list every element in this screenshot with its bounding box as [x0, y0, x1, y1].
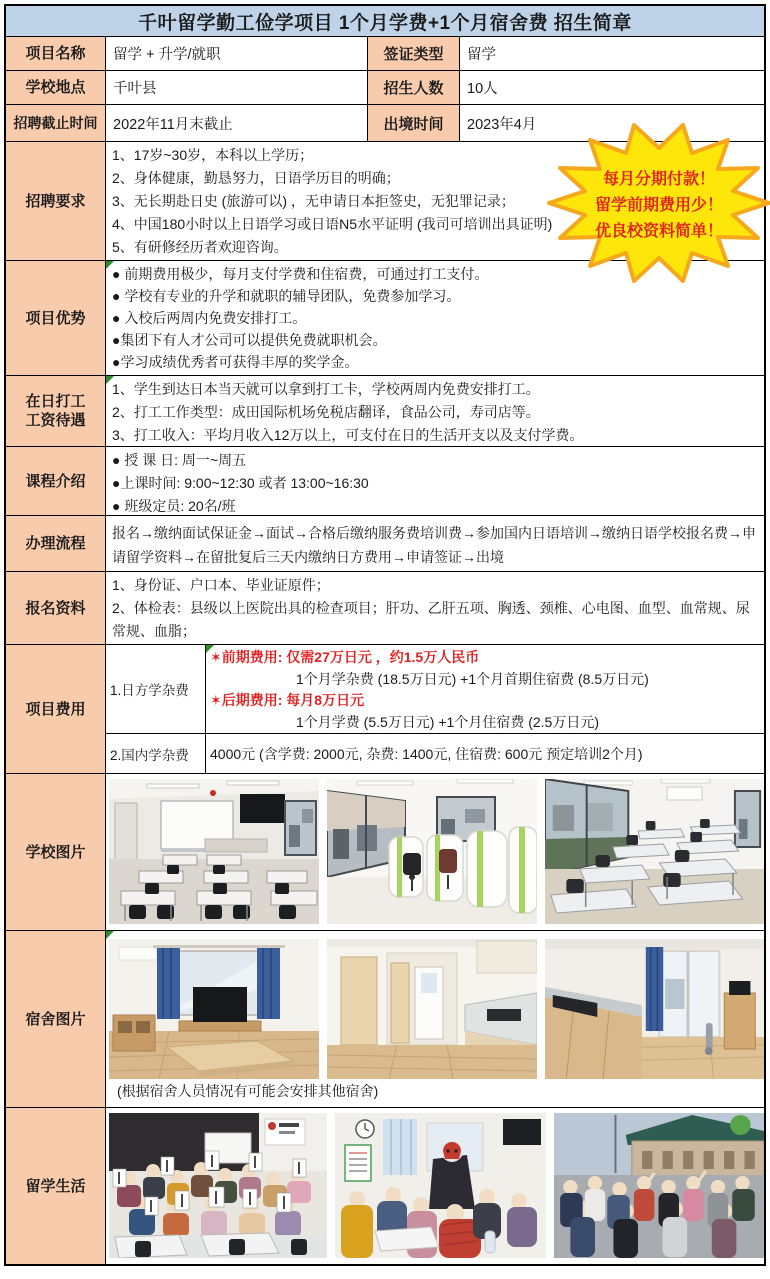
advantage-item: ●学习成绩优秀者可获得丰厚的奖学金。 — [112, 354, 359, 370]
value-departure-date: 2023年4月 — [467, 116, 537, 133]
value-visa-type: 留学 — [467, 47, 496, 63]
advantage-item: ●集团下有人才公司可以提供免费就职机会。 — [112, 332, 387, 348]
label-fees: 项目费用 — [6, 645, 106, 773]
dorm-photo-living-room — [109, 939, 319, 1079]
fee-late-detail: 1个月学费 (5.5万日元) +1个月住宿费 (2.5万日元) — [296, 713, 599, 730]
work-item: 1、学生到达日本当天就可以拿到打工卡，学校两周内免费安排打工。 — [112, 381, 540, 397]
promo-badge-text — [544, 118, 770, 288]
course-item: ● 班级定员: 20名/班 — [112, 498, 236, 514]
info-row-location — [6, 70, 764, 104]
fee-late-label: ✶后期费用: 每月8万日元 — [210, 692, 365, 708]
label-deadline: 招聘截止时间 — [6, 105, 106, 141]
fee-japan-sublabel: 1.日方学杂费 — [106, 645, 206, 733]
label-dorm-photos: 宿舍图片 — [6, 931, 106, 1107]
promo-line: 优良校资料简单！ — [594, 223, 723, 240]
life-photo-calligraphy — [109, 1113, 327, 1258]
promo-line: 留学前期费用少！ — [594, 197, 723, 214]
label-materials: 报名资料 — [6, 572, 106, 644]
value-deadline: 2022年11月末截止 — [106, 105, 368, 141]
value-project-name: 留学 + 升学/就职 — [106, 37, 368, 70]
life-photo-classroom-event — [335, 1113, 546, 1258]
title-bar — [6, 6, 764, 36]
label-process: 办理流程 — [6, 516, 106, 571]
fee-early-label: ✶前期费用: 仅需27万日元 ，约1.5万人民币 — [210, 649, 480, 665]
fee-row-japan — [106, 645, 764, 733]
requirement-item: 1、17岁~30岁，本科以上学历； — [112, 147, 314, 163]
fee-domestic-sublabel: 2.国内学杂费 — [106, 734, 206, 773]
dorm-note: (根据宿舍人员情况有可能会安排其他宿舍) — [117, 1083, 379, 1099]
process-text: 报名→缴纳面试保证金→面试→合格后缴纳服务费培训费→参加国内日语培训→缴纳日语学校报名费→申请留学资料→在留批复后三天内缴纳日方费用→申请签证→出境 — [112, 525, 756, 565]
value-recruit-count: 10人 — [467, 81, 498, 97]
requirement-item: 2、身体健康，勤恳努力，日语学历目的明确； — [112, 170, 400, 186]
label-visa-type: 签证类型 — [368, 37, 460, 70]
school-photo-study-carrels — [327, 779, 537, 924]
comment-marker-icon — [106, 376, 114, 384]
material-item: 2、体检表：县级以上医院出具的检查项目；肝功、乙肝五项、胸透、颈椎、心电图、血型、血常规、尿常规、血脂； — [112, 600, 750, 639]
value-school-location: 千叶县 — [106, 71, 368, 104]
label-school-location: 学校地点 — [6, 71, 106, 104]
school-photo-classroom-side — [545, 779, 764, 924]
fee-row-domestic — [106, 733, 764, 773]
comment-marker-icon — [106, 931, 114, 939]
section-life-photos — [6, 1107, 764, 1264]
advantage-item: ● 前期费用极少，每月支付学费和住宿费，可通过打工支付。 — [112, 266, 489, 282]
school-photo-strip — [106, 774, 764, 930]
work-pay-content — [106, 376, 764, 446]
process-content — [106, 516, 764, 571]
fee-japan-content — [206, 645, 764, 733]
label-advantages: 项目优势 — [6, 261, 106, 375]
comment-marker-icon — [106, 261, 114, 269]
label-work-pay-line2: 工资待遇 — [25, 412, 86, 429]
comment-marker-icon — [206, 645, 214, 653]
dorm-photo-kitchen — [545, 939, 764, 1079]
course-content — [106, 447, 764, 515]
label-requirements: 招聘要求 — [6, 142, 106, 260]
course-item: ●上课时间: 9:00~12:30 或者 13:00~16:30 — [112, 475, 369, 491]
section-fees — [6, 644, 764, 773]
label-departure-date: 出境时间 — [368, 105, 460, 141]
promo-line: 每月分期付款！ — [602, 171, 715, 188]
section-dorm-photos — [6, 930, 764, 1107]
dorm-photo-cell — [106, 931, 764, 1107]
material-item: 1、身份证、户口本、毕业证原件； — [112, 577, 330, 593]
school-photo-classroom-front — [109, 779, 319, 924]
section-materials — [6, 571, 764, 644]
section-course — [6, 446, 764, 515]
label-work-pay — [6, 376, 106, 446]
info-row-project — [6, 36, 764, 70]
label-work-pay-line1: 在日打工 — [25, 393, 86, 410]
requirement-item: 3、无长期赴日史 (旅游可以) ，无申请日本拒签史，无犯罪记录； — [112, 193, 515, 209]
dorm-photo-hallway — [327, 939, 537, 1079]
requirement-item: 5、有研修经历者欢迎咨询。 — [112, 239, 288, 255]
requirement-item: 4、中国180小时以上日语学习或日语N5水平证明 (我司可培训出具证明) — [112, 216, 553, 232]
life-photo-outing — [554, 1113, 764, 1258]
fee-domestic-text: 4000元 (含学费: 2000元, 杂费: 1400元, 住宿费: 600元 预定培训2个月) — [210, 745, 643, 762]
dorm-photo-strip — [109, 939, 764, 1079]
promo-starburst-badge — [544, 118, 770, 288]
work-item: 2、打工工作类型：成田国际机场免税店翻译，食品公司，寿司店等。 — [112, 404, 540, 420]
page-title: 千叶留学勤工俭学项目 1个月学费+1个月宿舍费 招生简章 — [138, 12, 632, 34]
materials-content — [106, 572, 764, 644]
fees-table — [106, 645, 764, 773]
fee-domestic-content — [206, 734, 764, 773]
section-school-photos — [6, 773, 764, 930]
advantage-item: ● 学校有专业的升学和就职的辅导团队，免费参加学习。 — [112, 288, 461, 304]
label-course: 课程介绍 — [6, 447, 106, 515]
section-process — [6, 515, 764, 571]
label-life-photos: 留学生活 — [6, 1108, 106, 1264]
recruitment-table — [4, 4, 766, 1266]
course-item: ● 授 课 日: 周一~周五 — [112, 452, 247, 468]
life-photo-strip — [106, 1108, 764, 1264]
work-item: 3、打工收入：平均月收入12万以上，可支付在日的生活开支以及支付学费。 — [112, 427, 584, 443]
advantage-item: ● 入校后两周内免费安排打工。 — [112, 310, 307, 326]
label-project-name: 项目名称 — [6, 37, 106, 70]
label-school-photos: 学校图片 — [6, 774, 106, 930]
label-recruit-count: 招生人数 — [368, 71, 460, 104]
fee-early-detail: 1个月学杂费 (18.5万日元) +1个月首期住宿费 (8.5万日元) — [296, 670, 649, 687]
section-work-pay — [6, 375, 764, 446]
